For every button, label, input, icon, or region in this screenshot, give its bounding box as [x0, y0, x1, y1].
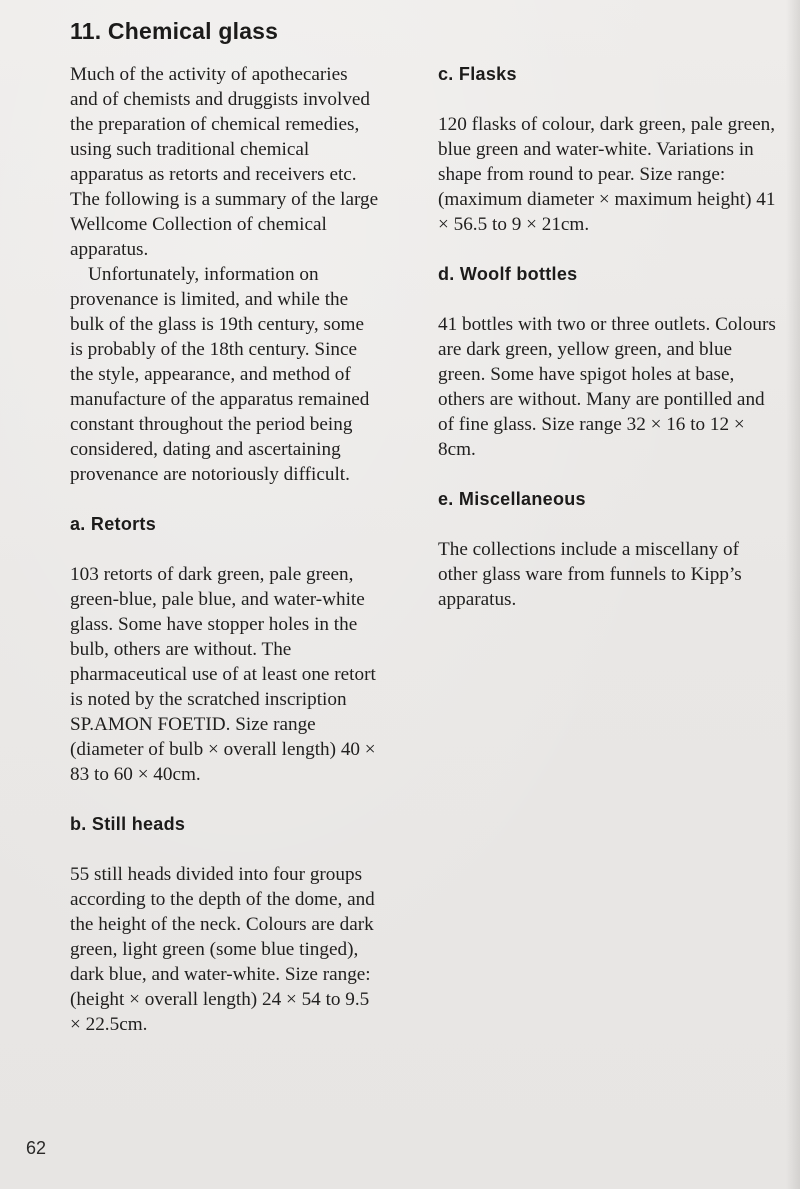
chapter-title: 11. Chemical glass [70, 18, 279, 44]
section-heading-miscellaneous: e. Miscellaneous [438, 489, 586, 509]
section-heading-retorts: a. Retorts [70, 514, 157, 534]
intro-paragraph-2: Unfortunately, information on provenance is limited, and while the bulk of the glass is 19th century, some is probably of the 18th century. Since the style, appearance, and method of manufacture of the apparatus remained constant throughout the period being considered, dating and ascertaining provenance are notoriously difficult. [70, 264, 370, 485]
page-edge-shadow [786, 0, 800, 1189]
spacer [70, 537, 380, 562]
section-body-retorts: 103 retorts of dark green, pale green, green-blue, pale blue, and water-white glass. Some have stopper holes in the bulb, others are without. The pharmaceutical use of at least one retort is noted by the scratched inscription SP.AMON FOETID. Size range (diameter of bulb × overall length) 40 × 83 to 60 × 40cm. [70, 564, 376, 785]
page-number: 62 [26, 1138, 47, 1158]
spacer [70, 487, 380, 512]
section-heading-woolf-bottles: d. Woolf bottles [438, 264, 578, 284]
section-body-flasks: 120 flasks of colour, dark green, pale green, blue green and water-white. Variations in shape from round to pear. Size range: (maximum diameter × maximum height) 41 × 56.5 to 9 × 21cm. [438, 114, 776, 235]
spacer [70, 787, 380, 812]
spacer [70, 837, 380, 862]
left-column [70, 62, 380, 1037]
right-column [438, 62, 778, 612]
spacer [438, 512, 778, 537]
section-body-still-heads: 55 still heads divided into four groups according to the depth of the dome, and the height of the neck. Colours are dark green, light green (some blue tinged), dark blue, and water-white. Size range: (height × overall length) 24 × 54 to 9.5 × 22.5cm. [70, 864, 375, 1035]
spacer [438, 237, 778, 262]
section-heading-still-heads: b. Still heads [70, 814, 186, 834]
spacer [438, 287, 778, 312]
intro-paragraph-1: Much of the activity of apothecaries and of chemists and druggists involved the preparation of chemical remedies, using such traditional chemical apparatus as retorts and receivers etc. The following is a summary of the large Wellcome Collection of chemical apparatus. [70, 64, 379, 260]
spacer [438, 87, 778, 112]
section-body-woolf-bottles: 41 bottles with two or three outlets. Colours are dark green, yellow green, and blue green. Some have spigot holes at base, others are without. Many are pontilled and of fine glass. Size range 32 × 16 to 12 × 8cm. [438, 314, 776, 460]
spacer [438, 462, 778, 487]
section-body-miscellaneous: The collections include a miscellany of other glass ware from funnels to Kipp’s apparatus. [438, 539, 742, 610]
section-heading-flasks: c. Flasks [438, 64, 517, 84]
